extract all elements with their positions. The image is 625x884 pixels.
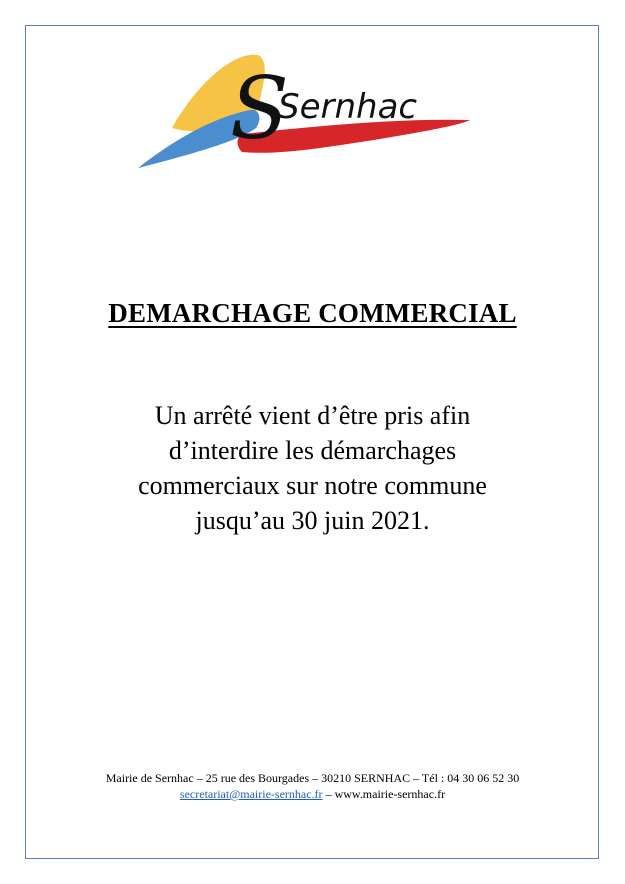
message-line-1: Un arrêté vient d’être pris afin <box>154 401 471 430</box>
page-title <box>0 298 625 329</box>
footer-contact-line <box>0 786 625 802</box>
message-line-3: commerciaux sur notre commune <box>138 471 487 500</box>
footer <box>0 770 625 802</box>
logo-graphic <box>130 48 480 178</box>
footer-separator: – <box>322 787 335 801</box>
announcement-message <box>0 398 625 538</box>
logo-wordmark: Sernhac <box>278 87 418 127</box>
sernhac-logo <box>130 48 480 178</box>
footer-email-link[interactable]: secretariat@mairie-sernhac.fr <box>179 787 323 801</box>
page-title-text: DEMARCHAGE COMMERCIAL <box>108 298 517 328</box>
footer-address: Mairie de Sernhac – 25 rue des Bourgades – 30210 SERNHAC – Tél : 04 30 06 52 30 <box>105 771 520 785</box>
footer-website: www.mairie-sernhac.fr <box>334 787 446 801</box>
message-line-2: d’interdire les démarchages <box>168 436 457 465</box>
message-line-4: jusqu’au 30 juin 2021. <box>195 506 430 535</box>
logo-big-s: S <box>230 59 289 159</box>
